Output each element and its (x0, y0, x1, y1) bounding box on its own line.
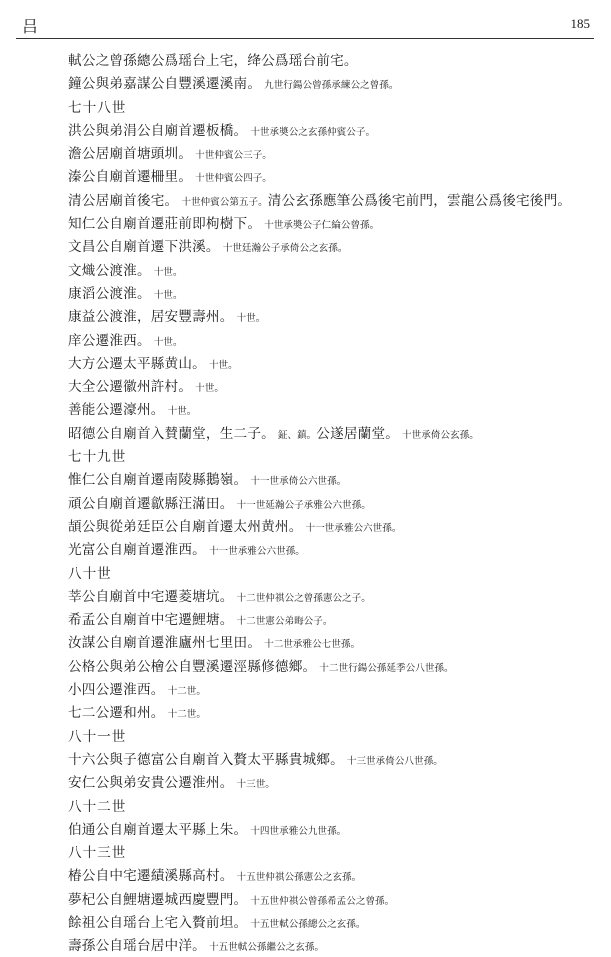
entry-annotation: 十二世行鍚公孫延季公八世孫。 (319, 662, 454, 674)
entry-annotation: 十世。 (167, 406, 197, 418)
header-divider (16, 38, 594, 39)
text-line (68, 71, 588, 94)
entry-main-text: 汝謀公自廟首遷淮廬州七里田。 (68, 635, 262, 652)
text-line (68, 700, 588, 723)
entry-annotation: 十世。 (195, 383, 224, 395)
text-line (68, 491, 588, 514)
text-line (68, 397, 588, 420)
entry-main-text: 惟仁公自廟首遷南陵縣鵝嶺。 (68, 472, 248, 489)
text-line (68, 817, 588, 840)
entry-annotation: 十一世承倚公六世孫。 (250, 476, 347, 488)
entry-main-text: 希孟公自廟首中宅遷鯉塘。 (68, 612, 234, 629)
entry-main-text: 文昌公自廟首遷下洪溪。 (68, 239, 220, 256)
entry-annotation: 十世。 (153, 289, 183, 301)
entry-main-text: 知仁公自廟首遷莊前即枸樹下。 (68, 216, 262, 233)
entry-annotation: 十世承奬公子仁綸公曾孫。 (264, 220, 380, 232)
text-line (68, 467, 588, 490)
entry-annotation: 十一世承雅公六世孫。 (208, 546, 305, 558)
entry-annotation: 十五世軾公孫總公之玄孫。 (250, 918, 366, 930)
entry-main-text: 清公玄孫應筆公爲後宅前門，雲龍公爲後宅後門。 (267, 192, 572, 209)
entry-main-text: 善能公遷濠州。 (68, 402, 165, 419)
text-line (68, 164, 588, 187)
generation-heading (68, 444, 588, 467)
entry-annotation: 十二世。 (167, 709, 206, 721)
entry-main-text: 庠公遷淮西。 (68, 332, 151, 349)
text-line (68, 747, 588, 770)
entry-main-text: 軾公之曾孫總公爲瑶台上宅，绛公爲瑶台前宅。 (68, 53, 358, 69)
entry-main-text: 昭德公自廟首入賛蘭堂，生二子。 (68, 425, 275, 442)
entry-annotation: 十三世承倚公八世孫。 (346, 755, 443, 767)
text-line (68, 677, 588, 700)
entry-annotation: 十世。 (208, 359, 238, 371)
page-header (22, 14, 590, 36)
entry-main-text: 澹公居廟首塘頭圳。 (68, 146, 193, 163)
text-line (68, 933, 588, 956)
entry-main-text: 小四公遷淮西。 (68, 682, 165, 699)
entry-main-text: 頡公與從弟廷臣公自廟首遷太州黄州。 (68, 518, 303, 535)
entry-annotation: 十一世延瀚公子承雅公六世孫。 (236, 499, 371, 511)
entry-annotation: 十二世。 (167, 686, 206, 698)
entry-annotation: 十四世承雅公九世孫。 (250, 825, 347, 837)
running-title: 吕 (22, 17, 39, 36)
entry-annotation: 十二世承雅公七世孫。 (264, 639, 361, 651)
entry-annotation: 十世。 (236, 313, 266, 325)
text-line (68, 654, 588, 677)
entry-main-text: 大全公遷徽州許村。 (68, 379, 193, 396)
entry-annotation: 十一世承雅公六世孫。 (305, 522, 402, 534)
text-line (68, 910, 588, 933)
entry-annotation: 十世廷瀚公子承倚公之玄孫。 (222, 243, 348, 255)
entry-annotation: 十五世仲祺公孫憲公之玄孫。 (236, 872, 362, 884)
entry-annotation: 十世仲賓公第五子。 (181, 196, 268, 208)
entry-main-text: 康滔公渡淮。 (68, 285, 151, 302)
entry-main-text: 洪公與弟涓公自廟首遷板橋。 (68, 122, 248, 139)
text-line (68, 48, 588, 71)
entry-annotation: 十五世仲祺公曾孫希孟公之曾孫。 (250, 895, 395, 907)
entry-main-text: 清公居廟首後宅。 (68, 192, 179, 209)
text-line (68, 118, 588, 141)
text-line (68, 211, 588, 234)
genealogy-text-body (68, 48, 588, 957)
entry-annotation: 十世仲賓公四子。 (195, 173, 272, 185)
entry-main-text: 七二公遷和州。 (68, 705, 165, 722)
entry-main-text: 伯通公自廟首遷太平縣上朱。 (68, 821, 248, 838)
page-number: 185 (570, 16, 590, 31)
text-line (68, 258, 588, 281)
entry-main-text: 康益公渡淮，居安豐壽州。 (68, 309, 234, 326)
entry-annotation: 十世仲賓公三子。 (195, 150, 272, 162)
text-line (68, 351, 588, 374)
entry-annotation: 十三世。 (236, 779, 275, 791)
text-line (68, 514, 588, 537)
entry-main-text: 夢杞公自鯉塘遷城西慶豐門。 (68, 891, 248, 908)
entry-annotation: 十五世軾公孫繼公之玄孫。 (208, 942, 325, 954)
entry-main-text: 頑公自廟首遷歙縣汪滿田。 (68, 495, 234, 512)
generation-label: 八十一世 (68, 728, 127, 745)
generation-heading (68, 724, 588, 747)
generation-heading (68, 840, 588, 863)
entry-main-text: 公遂居蘭堂。 (316, 425, 400, 442)
generation-label: 八十世 (68, 565, 112, 582)
entry-main-text: 光富公自廟首遷淮西。 (68, 542, 206, 559)
generation-label: 八十三世 (68, 845, 127, 862)
generation-heading (68, 794, 588, 817)
generation-label: 七十九世 (68, 449, 127, 466)
entry-main-text: 溱公自廟首遷柵里。 (68, 169, 193, 186)
text-line (68, 537, 588, 560)
entry-annotation: 十世承奬公之玄孫仲賓公子。 (250, 126, 376, 138)
entry-annotation: 十世。 (153, 266, 183, 278)
entry-annotation: 九世行鍚公曾孫承練公之曾孫。 (264, 80, 399, 92)
entry-main-text: 安仁公與弟安貴公遷淮州。 (68, 775, 234, 792)
text-line (68, 863, 588, 886)
generation-heading (68, 561, 588, 584)
text-line (68, 584, 588, 607)
text-line (68, 607, 588, 630)
entry-main-text: 椿公自中宅遷績溪縣高村。 (68, 868, 234, 885)
entry-main-text: 壽孫公自瑶台居中洋。 (68, 938, 206, 955)
text-line (68, 630, 588, 653)
entry-main-text: 公格公與弟公檜公自豐溪遷涇縣修德鄉。 (68, 658, 317, 675)
entry-main-text: 餘祖公自瑶台上宅入贅前坦。 (68, 914, 248, 931)
text-line (68, 328, 588, 351)
entry-annotation: 十世。 (153, 336, 183, 348)
generation-label: 八十二世 (68, 798, 127, 815)
text-line (68, 887, 588, 910)
entry-annotation: 十世承倚公玄孫。 (402, 429, 479, 441)
generation-label: 七十八世 (68, 99, 127, 116)
entry-annotation: 十二世憲公弟晦公子。 (236, 616, 333, 628)
entry-main-text: 文熾公渡淮。 (68, 262, 151, 279)
entry-annotation: 十二世仲祺公之曾孫憲公之子。 (236, 592, 371, 604)
entry-main-text: 十六公與子德富公自廟首入贅太平縣貴城鄉。 (68, 751, 344, 768)
text-line (68, 234, 588, 257)
text-line (68, 374, 588, 397)
text-line (68, 281, 588, 304)
entry-annotation: 鉦、鎮。 (277, 429, 317, 441)
text-line (68, 188, 588, 211)
text-line (68, 141, 588, 164)
text-line (68, 770, 588, 793)
entry-main-text: 莘公自廟首中宅遷菱塘坑。 (68, 588, 234, 605)
text-line (68, 421, 588, 444)
entry-main-text: 大方公遷太平縣黄山。 (68, 355, 206, 372)
entry-main-text: 鐘公與弟嘉謀公自豐溪遷溪南。 (68, 76, 262, 93)
generation-heading (68, 95, 588, 118)
text-line (68, 304, 588, 327)
